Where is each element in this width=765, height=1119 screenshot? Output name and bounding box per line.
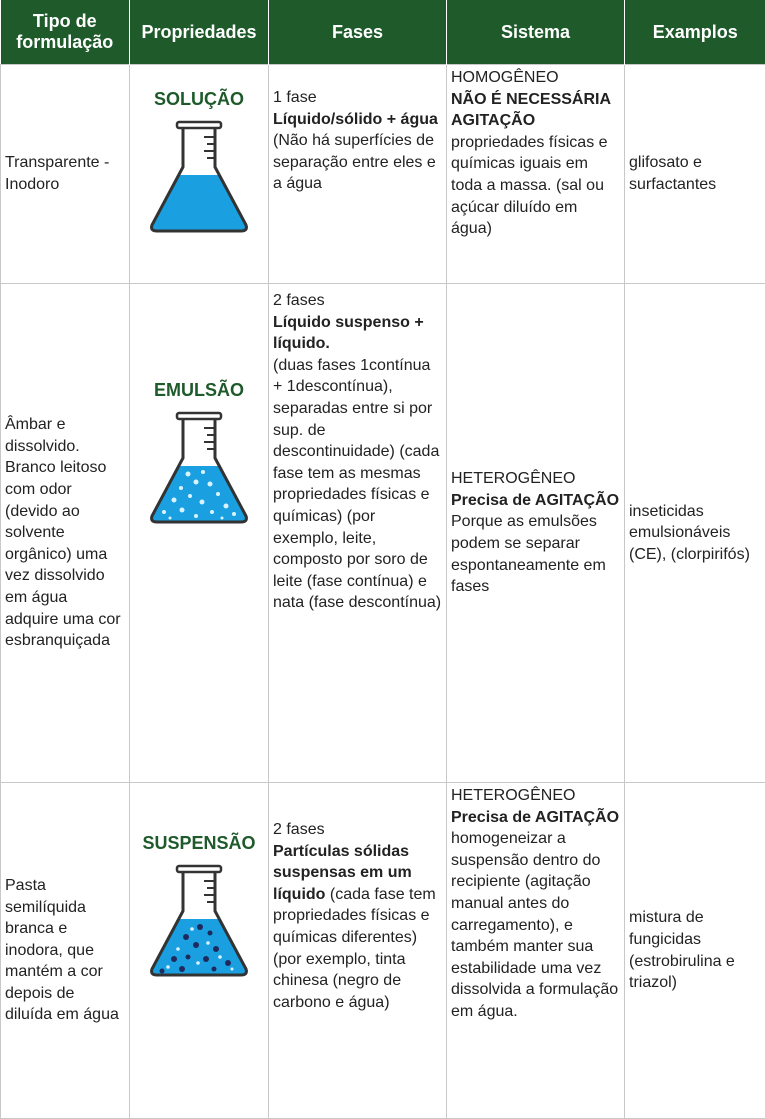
- header-propriedades: Propriedades: [130, 0, 269, 65]
- property-title: SUSPENSÃO: [134, 833, 264, 855]
- flask-solution-icon: [148, 119, 250, 235]
- table-row: [1, 284, 765, 783]
- cell-exemplos: glifosato e surfactantes: [625, 65, 765, 284]
- fases-count: 2 fases: [273, 819, 442, 841]
- sistema-text: homogeneizar a suspensão dentro do recipiente (agitação manual antes do carregamento), e também manter sua estabilidade uma vez dissolvida a formulação em água.: [451, 828, 620, 1022]
- header-row: [1, 0, 765, 65]
- sistema-bold: Precisa de AGITAÇÃO: [451, 490, 620, 512]
- cell-tipo: Âmbar e dissolvido. Branco leitoso com odor (devido ao solvente orgânico) uma vez dissolvido em água adquire uma cor esbranquiçada: [1, 284, 130, 783]
- fases-body: [273, 841, 442, 1014]
- property-title: EMULSÃO: [134, 380, 264, 402]
- cell-sistema: [447, 284, 625, 783]
- sistema-text: Porque as emulsões podem se separar espontaneamente em fases: [451, 511, 620, 597]
- header-tipo: Tipo de formulação: [1, 0, 130, 65]
- flask-emulsion-icon: [148, 410, 250, 526]
- cell-fases: [269, 783, 447, 1119]
- header-sistema: Sistema: [447, 0, 625, 65]
- sistema-type: HOMOGÊNEO: [451, 67, 620, 89]
- table-row: [1, 783, 765, 1119]
- cell-propriedade: [130, 783, 269, 1119]
- fases-count: 1 fase: [273, 87, 442, 109]
- cell-exemplos: inseticidas emulsionáveis (CE), (clorpirifós): [625, 284, 765, 783]
- fases-bold: Líquido suspenso + líquido.: [273, 312, 442, 355]
- table-row: [1, 65, 765, 284]
- cell-sistema: [447, 65, 625, 284]
- cell-tipo: Transparente - Inodoro: [1, 65, 130, 284]
- sistema-bold: Precisa de AGITAÇÃO: [451, 807, 620, 829]
- cell-exemplos: mistura de fungicidas (estrobirulina e triazol): [625, 783, 765, 1119]
- cell-propriedade: [130, 284, 269, 783]
- fases-count: 2 fases: [273, 290, 442, 312]
- sistema-bold: NÃO É NECESSÁRIA AGITAÇÃO: [451, 89, 620, 132]
- cell-fases: [269, 284, 447, 783]
- header-exemplos: Examplos: [625, 0, 765, 65]
- cell-sistema: [447, 783, 625, 1119]
- fases-text: (cada fase tem propriedades físicas e químicas diferentes) (por exemplo, tinta chinesa (negro de carbono e água): [273, 886, 436, 1011]
- header-fases: Fases: [269, 0, 447, 65]
- cell-propriedade: [130, 65, 269, 284]
- fases-text: (duas fases 1contínua + 1descontínua), separadas entre si por sup. de descontinuidade) (cada fase tem as mesmas propriedades físicas e químicas) (por exemplo, leite, composto por soro de leite (fase contínua) e nata (fase descontínua): [273, 355, 442, 614]
- property-title: SOLUÇÃO: [134, 89, 264, 111]
- sistema-type: HETEROGÊNEO: [451, 785, 620, 807]
- sistema-text: propriedades físicas e químicas iguais em toda a massa. (sal ou açúcar diluído em água): [451, 132, 620, 240]
- fases-text: (Não há superfícies de separação entre eles e a água: [273, 130, 442, 195]
- cell-fases: [269, 65, 447, 284]
- flask-suspension-icon: [148, 863, 250, 979]
- cell-tipo: Pasta semilíquida branca e inodora, que mantém a cor depois de diluída em água: [1, 783, 130, 1119]
- fases-bold: Líquido/sólido + água: [273, 109, 442, 131]
- sistema-type: HETEROGÊNEO: [451, 468, 620, 490]
- fases-bold: Partículas sólidas suspensas em um líquido: [273, 843, 412, 903]
